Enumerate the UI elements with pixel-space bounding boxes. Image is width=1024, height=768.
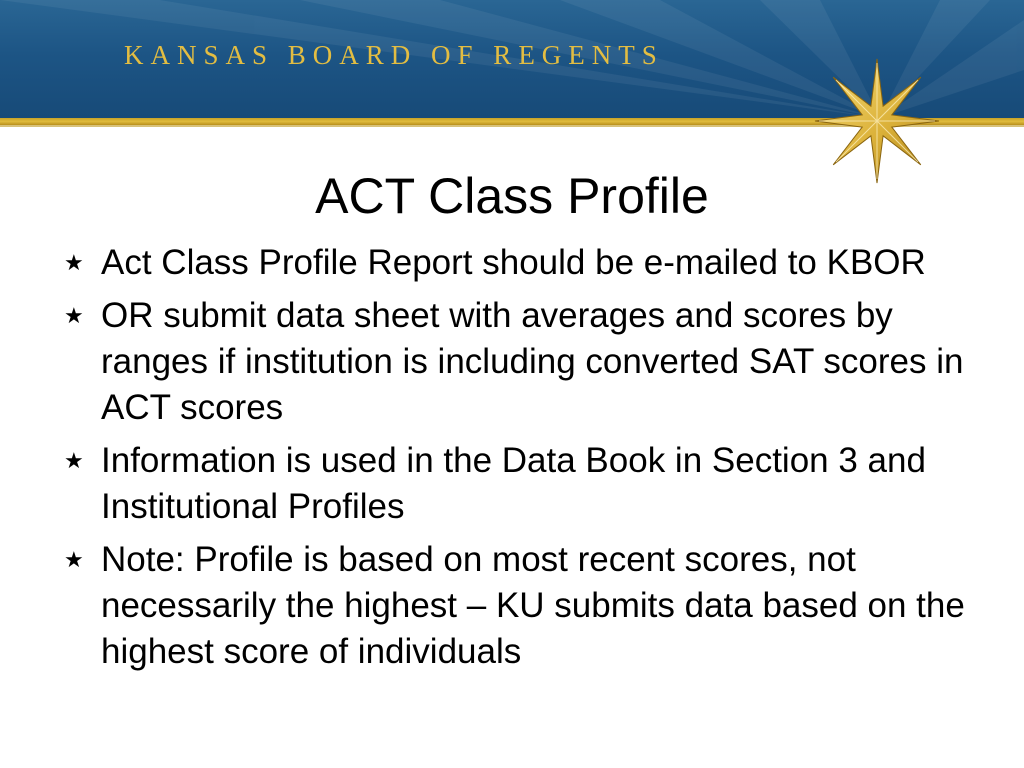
star-bullet-icon: ★ [64,250,84,275]
bullet-item [62,293,982,431]
bullet-text: Information is used in the Data Book in Section 3 and Institutional Profiles [101,441,926,526]
bullet-item [62,537,982,675]
bullet-list [62,240,982,682]
star-bullet-icon: ★ [64,303,84,328]
slide-title: ACT Class Profile [315,168,709,224]
star-bullet-icon: ★ [64,448,84,473]
bullet-item [62,438,982,530]
bullet-text: Act Class Profile Report should be e-mailed to KBOR [101,243,926,282]
star-bullet-icon: ★ [64,547,84,572]
organization-name: KANSAS BOARD OF REGENTS [124,40,664,70]
bullet-text: Note: Profile is based on most recent scores, not necessarily the highest – KU submits data based on the highest score of individuals [101,540,965,671]
bullet-item [62,240,982,286]
bullet-text: OR submit data sheet with averages and scores by ranges if institution is including converted SAT scores in ACT scores [101,296,964,427]
